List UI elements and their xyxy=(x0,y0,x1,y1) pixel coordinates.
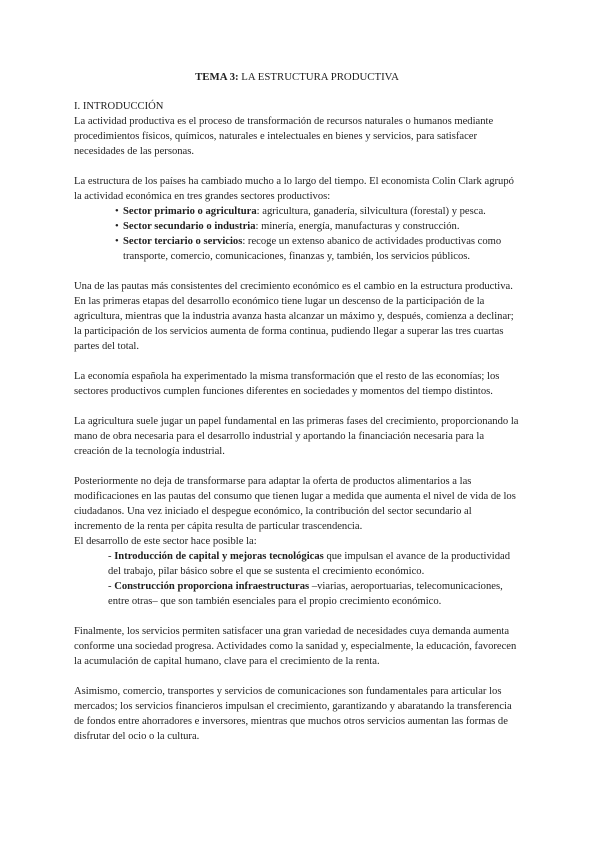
title-rest: LA ESTRUCTURA PRODUCTIVA xyxy=(238,71,399,83)
development-list xyxy=(74,549,520,609)
sector-name: Sector terciario o servicios xyxy=(123,236,243,247)
paragraph-3: Una de las pautas más consistentes del crecimiento económico es el cambio en la estructura productiva. En las primeras etapas del desarrollo económico tiene lugar un descenso de la participación de la agricultura, mientras que la industria avanza hasta alcanzar un máximo y, después, comienza a declinar; la participación de los servicios aumenta de forma continua, pudiendo llegar a superar las tres cuartas partes del total. xyxy=(74,281,514,352)
dash-prefix: - xyxy=(108,581,115,592)
dash-desc: que impulsan el avance de la productividad del trabajo, pilar básico sobre el que se sustenta el crecimiento económico. xyxy=(108,551,511,577)
dash-item-capital xyxy=(108,549,520,579)
document-title xyxy=(74,70,520,85)
dash-item-infrastructure xyxy=(108,579,520,609)
paragraph-2: La estructura de los países ha cambiado mucho a lo largo del tiempo. El economista Colin Clark agrupó la actividad económica en tres grandes sectores productivos: xyxy=(74,176,514,202)
sector-list xyxy=(74,204,520,264)
sector-item-secondary xyxy=(116,219,520,234)
paragraph-4: La economía española ha experimentado la misma transformación que el resto de las economías; los sectores productivos cumplen funciones diferentes en sociedades y momentos del tiempo distintos. xyxy=(74,371,500,397)
sector-name: Sector secundario o industria xyxy=(123,221,256,232)
sector-desc: : agricultura, ganadería, silvicultura (forestal) y pesca. xyxy=(256,206,486,217)
paragraph-8: Finalmente, los servicios permiten satisfacer una gran variedad de necesidades cuya demanda aumenta conforme una sociedad progresa. Actividades como la sanidad y, especialmente, la educación, favorecen la acumulación de capital humano, clave para el crecimiento de la renta. xyxy=(74,626,517,667)
dash-name: Introducción de capital y mejoras tecnológicas xyxy=(114,551,324,562)
paragraph-1: La actividad productiva es el proceso de transformación de recursos naturales o humanos mediante procedimientos físicos, químicos, naturales e intelectuales en bienes y servicios, para satisfacer necesidades de las personas. xyxy=(74,116,494,157)
sector-item-tertiary xyxy=(116,234,520,264)
paragraph-6: Posteriormente no deja de transformarse para adaptar la oferta de productos alimentarios a las modificaciones en las pautas del consumo que tienen lugar a medida que aumenta el nivel de vida de los ciudadanos. Una vez iniciado el despegue económico, la contribución del sector secundario al incremento de la renta per cápita resulta de particular trascendencia. xyxy=(74,476,516,532)
paragraph-5: La agricultura suele jugar un papel fundamental en las primeras fases del crecimiento, proporcionando la mano de obra necesaria para el desarrollo industrial y aportando la financiación necesaria para la creación de la tecnología industrial. xyxy=(74,416,519,457)
sector-item-primary xyxy=(116,204,520,219)
sector-desc: : minería, energía, manufacturas y construcción. xyxy=(255,221,460,232)
dash-desc: –viarias, aeroportuarias, telecomunicaciones, entre otras– que son también esenciales para el propio crecimiento económico. xyxy=(108,581,503,607)
paragraph-9: Asimismo, comercio, transportes y servicios de comunicaciones son fundamentales para articular los mercados; los servicios financieros impulsan el crecimiento, garantizando y abaratando la transferencia de fondos entre ahorradores e inversores, mientras que muchos otros servicios aumentan las formas de disfrutar del ocio o la cultura. xyxy=(74,686,512,742)
section-heading: I. INTRODUCCIÓN xyxy=(74,101,164,112)
sector-name: Sector primario o agricultura xyxy=(123,206,257,217)
dash-name: Construcción proporciona infraestructuras xyxy=(114,581,310,592)
sector-desc: : recoge un extenso abanico de actividades productivas como transporte, comercio, comunicaciones, finanzas y, también, los servicios públicos. xyxy=(123,236,502,262)
paragraph-7: El desarrollo de este sector hace posible la: xyxy=(74,536,257,547)
title-bold: TEMA 3: xyxy=(195,71,239,83)
dash-prefix: - xyxy=(108,551,115,562)
